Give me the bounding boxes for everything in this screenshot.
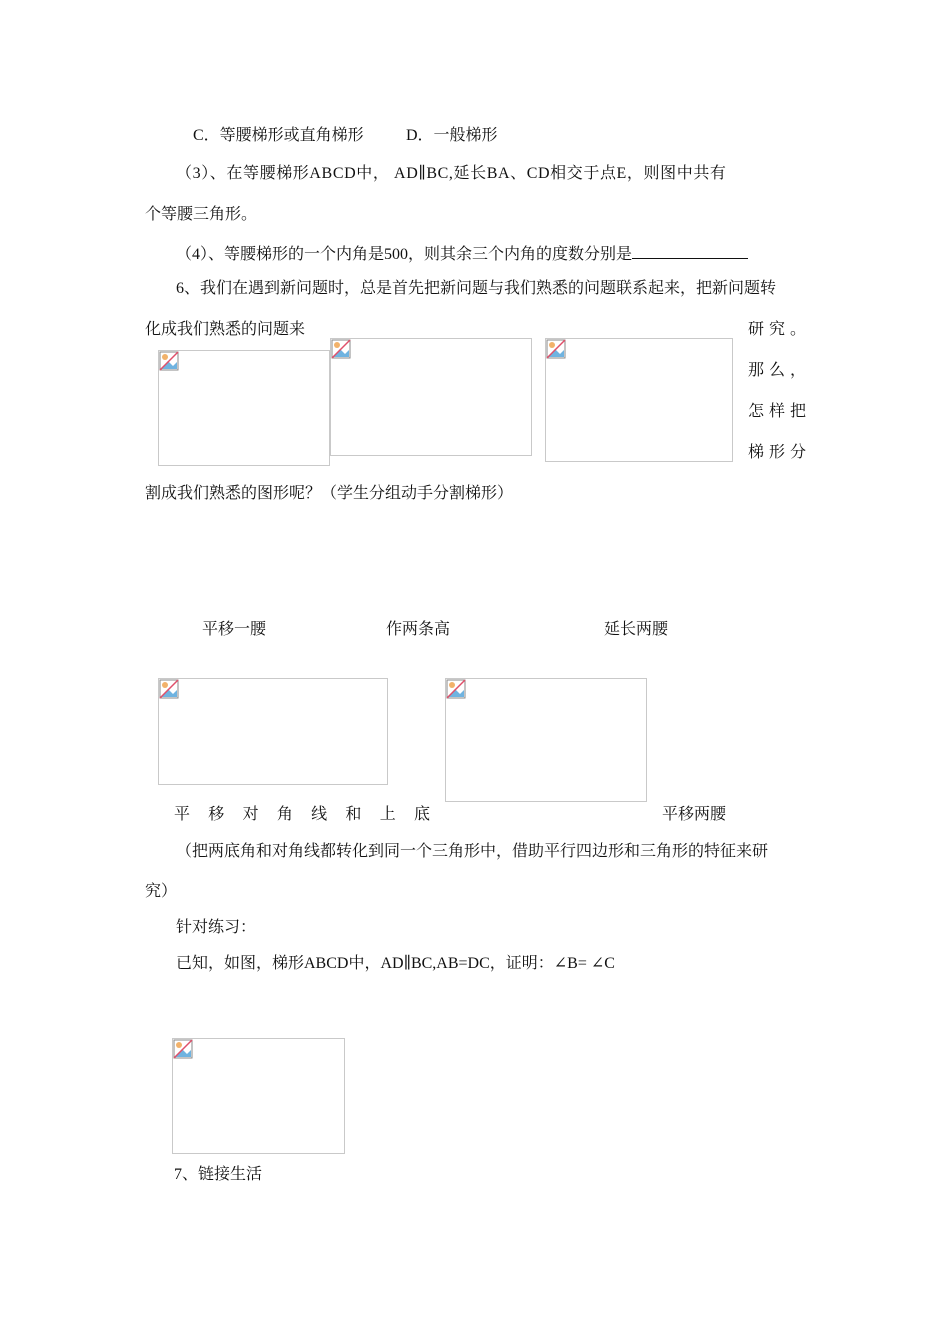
option-c: C．等腰梯形或直角梯形 (193, 127, 364, 144)
caption-extend-legs: 延长两腰 (604, 621, 669, 638)
figure-placeholder (172, 1038, 345, 1154)
side-text-3 (748, 402, 806, 422)
char: 样 (768, 403, 785, 420)
figure-placeholder (158, 678, 388, 785)
char: 那 (748, 362, 765, 379)
caption-two-heights: 作两条高 (386, 621, 451, 638)
note-line2: 究） (145, 883, 178, 900)
paragraph-6-line3: 割成我们熟悉的图形呢？（学生分组动手分割梯形） (145, 485, 514, 502)
caption-translate-diagonal (174, 805, 430, 825)
broken-image-icon (159, 679, 179, 699)
broken-image-icon (173, 1039, 193, 1059)
figure-placeholder (158, 350, 330, 466)
figure-placeholder (330, 338, 532, 456)
char: 角 (276, 806, 293, 823)
broken-image-icon (159, 351, 179, 371)
paragraph-6-line2: 化成我们熟悉的问题来 (145, 321, 306, 338)
caption-translate-leg: 平移一腰 (202, 621, 267, 638)
char: 么 (768, 362, 785, 379)
given-statement: 已知，如图，梯形ABCD中，AD∥BC,AB=DC，证明：∠B= ∠C (176, 955, 615, 972)
note-line1: （把两底角和对角线都转化到同一个三角形中，借助平行四边形和三角形的特征来研 (176, 843, 769, 860)
char: 把 (789, 403, 806, 420)
char: 移 (208, 806, 225, 823)
char: 底 (413, 806, 430, 823)
option-d: D．一般梯形 (406, 127, 498, 144)
char: 研 (748, 321, 765, 338)
figure-placeholder (445, 678, 647, 802)
question-4 (176, 242, 748, 265)
practice-heading: 针对练习： (176, 919, 257, 936)
question-3-line1: （3）、在等腰梯形ABCD中， AD∥BC,延长BA、CD相交于点E，则图中共有 (176, 165, 727, 182)
question-4-text: （4）、等腰梯形的一个内角是500，则其余三个内角的度数分别是 (176, 246, 633, 263)
char: 梯 (748, 444, 765, 461)
char: 和 (345, 806, 362, 823)
broken-image-icon (446, 679, 466, 699)
side-text-1 (748, 320, 806, 340)
char: 线 (311, 806, 328, 823)
char: 究 (768, 321, 785, 338)
side-text-4 (748, 443, 806, 463)
caption-translate-both-legs: 平移两腰 (662, 806, 727, 823)
answer-blank (632, 242, 748, 259)
broken-image-icon (331, 339, 351, 359)
side-text-2 (748, 361, 806, 381)
question-3-line2: 个等腰三角形。 (145, 206, 258, 223)
figure-placeholder (545, 338, 733, 462)
char: ， (789, 362, 806, 379)
char: 怎 (748, 403, 765, 420)
broken-image-icon (546, 339, 566, 359)
section-7: 7、链接生活 (174, 1166, 263, 1183)
char: 对 (242, 806, 259, 823)
char: 。 (789, 321, 806, 338)
char: 平 (174, 806, 191, 823)
paragraph-6-line1: 6、我们在遇到新问题时，总是首先把新问题与我们熟悉的问题联系起来，把新问题转 (176, 280, 777, 297)
char: 上 (379, 806, 396, 823)
char: 分 (789, 444, 806, 461)
char: 形 (768, 444, 785, 461)
